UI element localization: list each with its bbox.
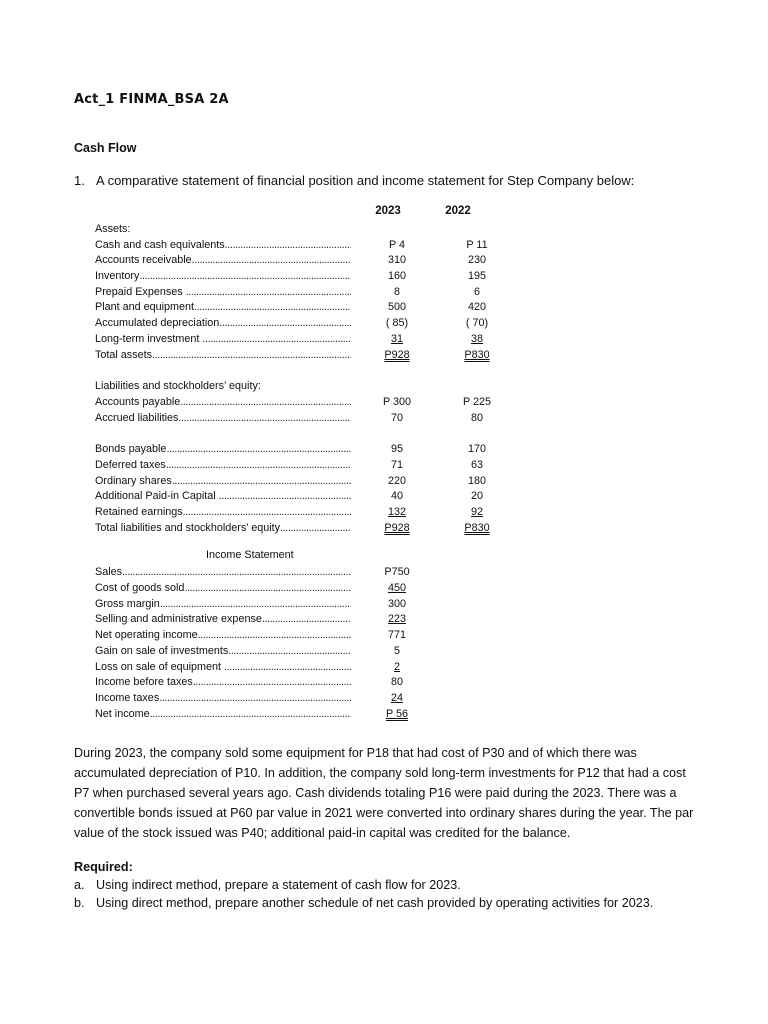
value-2022: 6 <box>473 285 480 298</box>
table-row <box>95 505 515 521</box>
value-2023: 5 <box>393 644 400 657</box>
row-label: Total assets ..... <box>95 348 351 364</box>
transaction-paragraph: During 2023, the company sold some equipment for P18 that had cost of P30 and of which there was accumulated depreciation of P10. In addition, the company sold long-term investments for P12 that had a cost P7 when purchased several years ago. Cash dividends totaling P16 were paid during the 2023. There was a convertible bonds issued at P60 par value in 2021 were converted into ordinary shares during the year. The par value of the stock issued was P40; additional paid-in capital was credited for the balance. <box>74 746 694 840</box>
required-section <box>74 858 714 912</box>
item-marker: b. <box>74 896 85 910</box>
item-marker: a. <box>74 878 85 892</box>
table-row <box>95 285 515 301</box>
value-2022: 420 <box>467 301 486 314</box>
question-number: 1. <box>74 173 85 188</box>
table-row <box>95 612 515 628</box>
value-2022: 180 <box>467 474 486 487</box>
value-2022: ( 70) <box>465 317 489 330</box>
liabilities-heading: Liabilities and stockholders’ equity: <box>95 380 261 393</box>
row-label: Income taxes ..... <box>95 691 351 707</box>
value-2023: P928 <box>384 521 410 534</box>
value-2022: 195 <box>467 270 486 283</box>
table-row <box>95 269 515 285</box>
value-2023: 24 <box>390 691 403 704</box>
row-label: Income before taxes ..... <box>95 675 351 691</box>
value-2022: 63 <box>470 458 483 471</box>
value-2023: 40 <box>390 490 403 503</box>
value-2022: 20 <box>470 490 483 503</box>
row-label: Cash and cash equivalents ..... <box>95 238 351 254</box>
table-row <box>95 489 515 505</box>
row-label: Cost of goods sold ..... <box>95 581 351 597</box>
table-row <box>95 316 515 332</box>
value-2022: 80 <box>470 411 483 424</box>
row-label: Gain on sale of investments ..... <box>95 644 351 660</box>
item-text: Using direct method, prepare another schedule of net cash provided by operating activities for 2023. <box>96 896 654 910</box>
row-label: Ordinary shares ..... <box>95 474 351 490</box>
row-label: Bonds payable ..... <box>95 442 351 458</box>
table-row <box>95 474 515 490</box>
financial-statements <box>95 222 515 722</box>
row-label: Deferred taxes ..... <box>95 458 351 474</box>
value-2022: P830 <box>464 348 490 361</box>
value-2023: 31 <box>390 332 403 345</box>
row-label: Net operating income ..... <box>95 628 351 644</box>
row-label: Total liabilities and stockholders’ equity ..... <box>95 521 351 537</box>
value-2023: 70 <box>390 411 403 424</box>
row-label: Loss on sale of equipment ..... <box>95 660 351 676</box>
row-label: Inventory ..... <box>95 269 351 285</box>
table-row <box>95 565 515 581</box>
table-row <box>95 628 515 644</box>
row-label: Plant and equipment ..... <box>95 300 351 316</box>
row-label: Retained earnings ..... <box>95 505 351 521</box>
table-row <box>95 300 515 316</box>
year-header-2022: 2022 <box>445 205 471 217</box>
table-row <box>95 238 515 254</box>
row-label: Accounts payable ..... <box>95 395 351 411</box>
page-title: Act_1 FINMA_BSA 2A <box>74 92 229 107</box>
value-2023: 160 <box>387 270 406 283</box>
value-2023: P 4 <box>388 238 405 251</box>
value-2023: 95 <box>390 443 403 456</box>
table-row <box>95 442 515 458</box>
table-row <box>95 332 515 348</box>
row-label: Accounts receivable ..... <box>95 253 351 269</box>
table-row <box>95 395 515 411</box>
table-row <box>95 348 515 364</box>
value-2023: 300 <box>387 597 406 610</box>
question-line <box>74 173 634 188</box>
row-label: Net income ..... <box>95 707 351 723</box>
required-item <box>74 876 714 894</box>
value-2022: P 11 <box>466 238 488 251</box>
value-2022: P830 <box>464 521 490 534</box>
required-item <box>74 894 714 912</box>
value-2022: 92 <box>470 506 483 518</box>
table-row <box>95 691 515 707</box>
value-2023: 771 <box>387 629 406 642</box>
row-label: Additional Paid-in Capital ..... <box>95 489 351 505</box>
value-2023: 223 <box>387 613 406 626</box>
value-2022: 170 <box>467 443 486 456</box>
table-row <box>95 581 515 597</box>
value-2023: 310 <box>387 254 406 267</box>
value-2022: P 225 <box>462 395 492 408</box>
table-row <box>95 675 515 691</box>
value-2023: 220 <box>387 474 406 487</box>
value-2023: ( 85) <box>385 317 409 330</box>
value-2023: 132 <box>387 506 406 518</box>
table-row <box>95 458 515 474</box>
value-2023: 450 <box>387 582 406 595</box>
value-2023: P928 <box>384 348 410 361</box>
value-2023: 2 <box>393 660 400 673</box>
row-label: Long-term investment ..... <box>95 332 351 348</box>
table-row <box>95 597 515 613</box>
item-text: Using indirect method, prepare a statement of cash flow for 2023. <box>96 878 461 892</box>
table-row <box>95 644 515 660</box>
section-title: Cash Flow <box>74 141 137 155</box>
row-label: Gross margin ..... <box>95 597 351 613</box>
value-2023: P750 <box>384 566 410 579</box>
table-row <box>95 253 515 269</box>
row-label: Prepaid Expenses ..... <box>95 285 351 301</box>
year-header-2023: 2023 <box>375 205 401 217</box>
value-2023: 71 <box>390 458 403 471</box>
income-statement-title: Income Statement <box>206 549 294 562</box>
required-heading: Required: <box>74 860 133 874</box>
question-text: A comparative statement of financial position and income statement for Step Company below: <box>96 173 635 188</box>
assets-heading: Assets: <box>95 223 131 235</box>
value-2022: 230 <box>467 254 486 267</box>
table-row <box>95 411 515 427</box>
value-2023: 80 <box>390 676 403 689</box>
assets-heading-row <box>95 222 515 238</box>
value-2023: P 56 <box>385 707 408 720</box>
value-2023: P 300 <box>382 395 412 408</box>
row-label: Accrued liabilities ..... <box>95 411 351 427</box>
income-statement-title-row <box>95 545 515 565</box>
row-label: Selling and administrative expense ..... <box>95 612 351 628</box>
value-2023: 500 <box>387 301 406 314</box>
value-2022: 38 <box>470 332 483 345</box>
liabilities-heading-row <box>95 379 515 395</box>
table-row <box>95 521 515 537</box>
value-2023: 8 <box>393 285 400 298</box>
table-row <box>95 707 515 723</box>
row-label: Accumulated depreciation ..... <box>95 316 351 332</box>
table-row <box>95 660 515 676</box>
row-label: Sales ..... <box>95 565 351 581</box>
